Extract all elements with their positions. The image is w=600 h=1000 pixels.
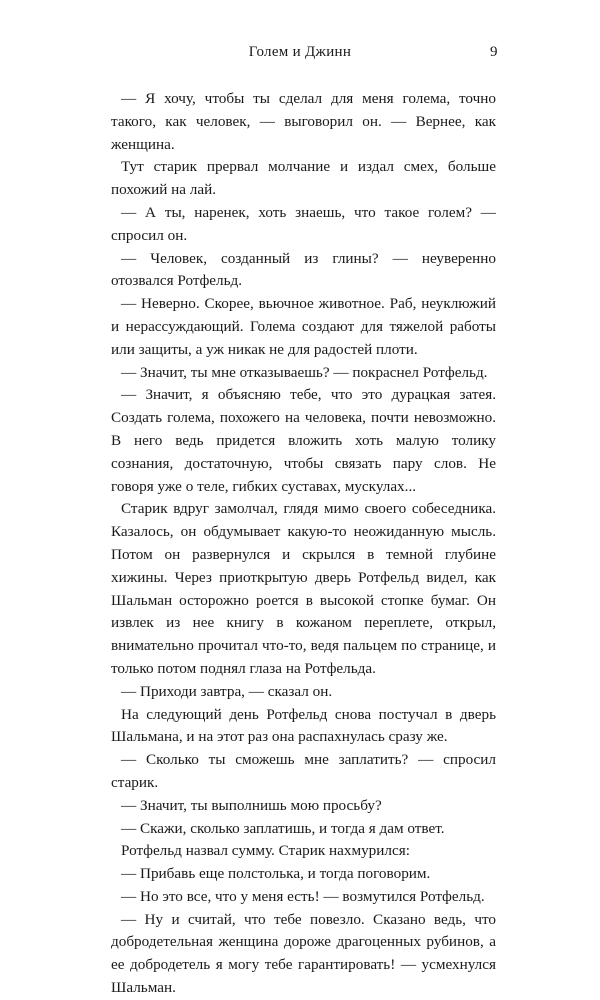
paragraph: Старик вдруг замолчал, глядя мимо своего собеседника. Казалось, он обдумывает какую-то неожиданную мысль. Потом он развернулся и скрылся в темной глубине хижины. Через приоткрытую дверь Ротфельд видел, как Шальман осторожно роется в высокой стопке бумаг. Он извлек из нее книгу в кожаном переплете, открыл, внимательно прочитал что-то, ведя пальцем по странице, и только потом поднял глаза на Ротфельда.	[111, 500, 496, 677]
paragraph: — Значит, ты выполнишь мою просьбу?	[121, 796, 382, 814]
paragraph: — Сколько ты сможешь мне заплатить? — спросил старик.	[111, 751, 496, 791]
paragraph: — Я хочу, чтобы ты сделал для меня голема, точно такого, как человек, — выговорил он. — Вернее, как женщина.	[111, 90, 496, 153]
paragraph: — Значит, ты мне отказываешь? — покраснел Ротфельд.	[121, 363, 488, 381]
paragraph: — Прибавь еще полстолька, и тогда поговорим.	[121, 865, 431, 883]
paragraph: — Неверно. Скорее, вьючное животное. Раб, неуклюжий и нерассуждающий. Голема создают для тяжелой работы или защиты, а уж никак не для радостей плоти.	[111, 295, 496, 358]
paragraph: — Приходи завтра, — сказал он.	[121, 682, 333, 700]
running-head	[0, 44, 600, 64]
paragraph: — Скажи, сколько заплатишь, и тогда я дам ответ.	[121, 819, 445, 837]
running-title: Голем и Джинн	[248, 44, 352, 60]
page-number: 9	[490, 44, 498, 60]
paragraph: Тут старик прервал молчание и издал смех, больше похожий на лай.	[111, 158, 496, 199]
paragraph: Ротфельд назвал сумму. Старик нахмурился:	[121, 842, 410, 860]
paragraph: — Но это все, что у меня есть! — возмутился Ротфельд.	[121, 887, 485, 905]
paragraph: — А ты, наренек, хоть знаешь, что такое голем? — спросил он.	[111, 203, 496, 244]
paragraph: — Человек, созданный из глины? — неуверенно отозвался Ротфельд.	[111, 249, 496, 290]
paragraph: — Значит, я объясняю тебе, что это дурацкая затея. Создать голема, похожего на человека, почти невозможно. В него ведь придется вложить хоть малую толику сознания, достаточную, чтобы связать пару слов. Не говоря уже о теле, гибких суставах, мускулах...	[111, 386, 496, 495]
body-text	[111, 88, 496, 1000]
paragraph: — Ну и считай, что тебе повезло. Сказано ведь, что добродетельная женщина дороже драгоценных рубинов, а ее добродетель я могу тебе гарантировать! — усмехнулся Шальман.	[111, 910, 496, 997]
paragraph: На следующий день Ротфельд снова постучал в дверь Шальмана, и на этот раз она распахнулась сразу же.	[111, 705, 496, 746]
